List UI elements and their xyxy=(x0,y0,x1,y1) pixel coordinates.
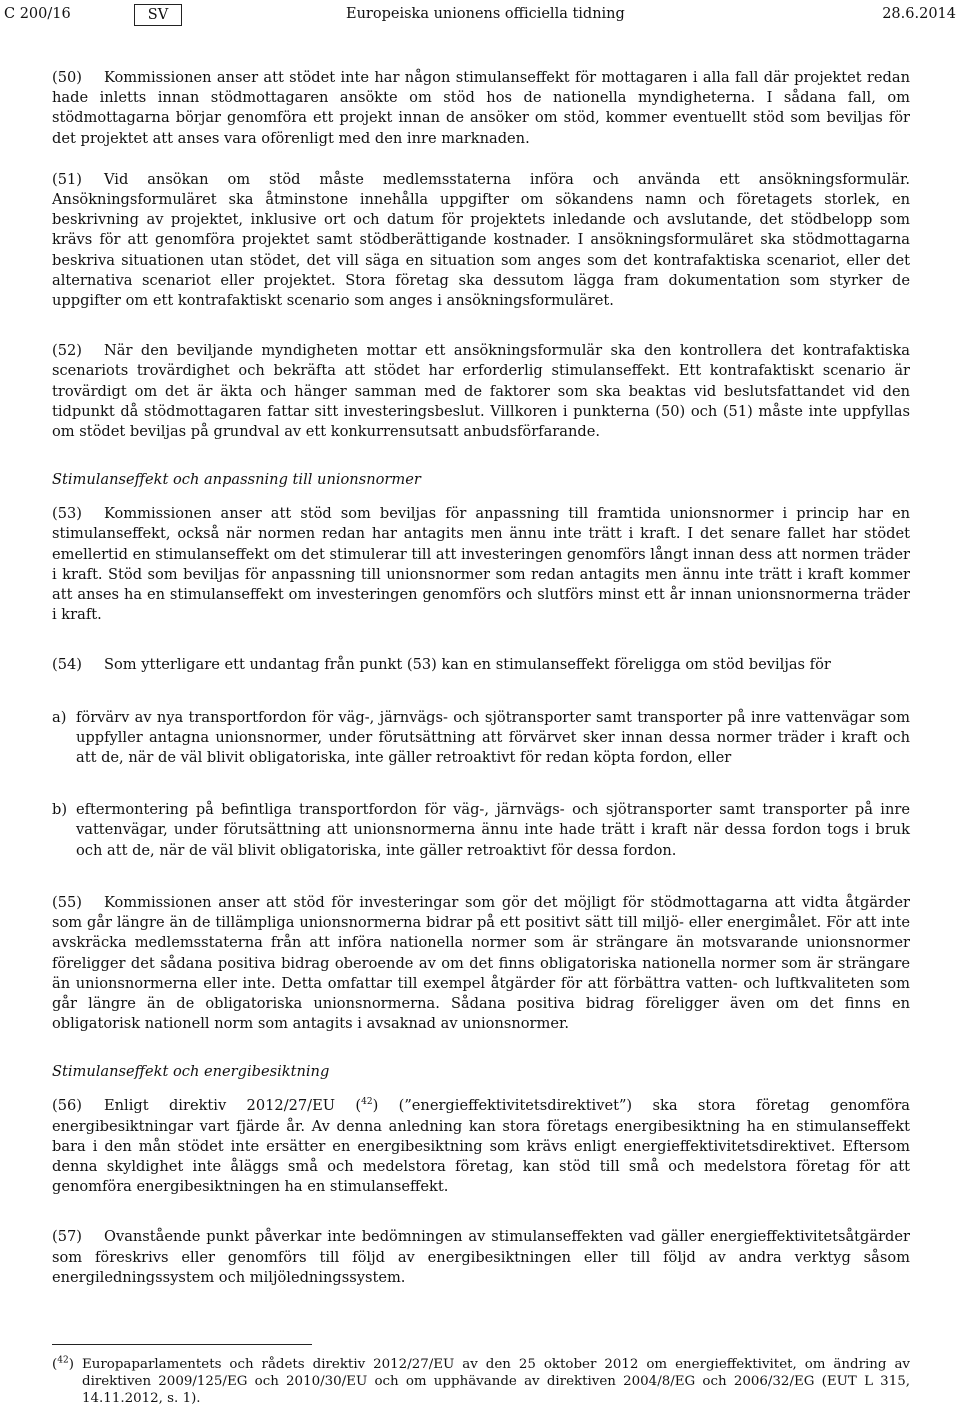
section-heading: Stimulanseffekt och anpassning till unionsnormer xyxy=(52,471,421,489)
footnote-number: 42 xyxy=(57,1355,69,1366)
footnote-text: Europaparlamentets och rådets direktiv 2012/27/EU av den 25 oktober 2012 om energieffektivitet, om ändring av direktiven 2009/125/EG och 2010/30/EU och om upphävande av direktiven 2004/8/EG och 2006/32/EG (EUT L 315, 14.11.2012, s. 1). xyxy=(82,1357,910,1406)
list-item-b xyxy=(52,800,910,861)
journal-reference: C 200/16 xyxy=(4,6,71,22)
publication-date: 28.6.2014 xyxy=(882,6,956,22)
list-item-text: eftermontering på befintliga transportfordon för väg-, järnvägs- och sjötransporter samt transporter på inre vattenvägar, under förutsättning att unionsnormerna ännu inte hade trätt i kraft när dessa fordon togs i bruk och att de, när de väl blivit obligatoriska, inte gäller retroaktivt för dessa fordon. xyxy=(76,801,910,859)
list-item-text: förvärv av nya transportfordon för väg-, järnvägs- och sjötransporter samt transporter på inre vattenvägar som uppfyller antagna unionsnormer, under förutsättning att förvärvet sker innan dessa normer träder i kraft och att de, när de väl blivit obligatoriska, inte gäller retroaktivt för redan köpta fordon, eller xyxy=(76,708,910,767)
paragraph-number: (51) xyxy=(52,170,82,188)
section-heading: Stimulanseffekt och energibesiktning xyxy=(52,1063,330,1081)
paragraph-number: (53) xyxy=(52,505,82,523)
paragraph-number: (52) xyxy=(52,342,82,360)
page-header xyxy=(0,4,960,26)
paragraph-text: ) (”energieffektivitetsdirektivet”) ska stora företag genomföra energibesiktningar vart fjärde år. Av denna anledning kan stora företags energibesiktning ha en stimulanseffekt bara i den mån stödet inte ersätter en energibesiktning som krävs enligt energieffektivitetsdirektivet. Eftersom denna skyldighet inte åläggs små och medelstora företag, kan stöd till små och medelstora företag för att genomföra energibesiktningen ha en stimulanseffekt. xyxy=(52,1097,910,1196)
paragraph-number: (54) xyxy=(52,656,82,674)
paragraph-number: (50) xyxy=(52,69,82,86)
footnote-reference[interactable]: 42 xyxy=(361,1097,373,1108)
paragraph-text: Vid ansökan om stöd måste medlemsstaterna införa och använda ett ansökningsformulär. Ansökningsformuläret ska åtminstone innehålla uppgifter om sökandens namn och företagets storlek, en beskrivning av projektet, inklusive ort och datum för projektets inledande och avslutande, det stödbelopp som krävs för att genomföra projektet samt stödberättigande kostnader. I ansökningsformuläret ska stödmottagarna beskriva situationen utan stödet, det vill säga en situation som anges som det kontrafaktiska scenariot, eller det alternativa scenariot eller projektet. Stora företag ska dessutom lägga fram dokumentation som styrker de uppgifter om ett kontrafaktiskt scenario som anges i ansökningsformuläret. xyxy=(52,170,910,310)
paragraph-number: (57) xyxy=(52,1228,82,1246)
paragraph-text: När den beviljande myndigheten mottar ett ansökningsformulär ska den kontrollera det kontrafaktiska scenariots trovärdighet och bekräfta att stödet har erforderlig stimulanseffekt. Ett kontrafaktiskt scenario är trovärdigt om det är äkta och hänger samman med de faktorer som ska beaktas vid beslutsfattandet vid den tidpunkt då stödmottagaren fattar sitt investeringsbeslut. Villkoren i punkterna (50) och (51) måste inte uppfyllas om stödet beviljas på grundval av ett konkurrensutsatt anbudsförfarande. xyxy=(52,342,910,441)
list-item-label: a) xyxy=(52,708,67,726)
list-item-a xyxy=(52,708,910,769)
footnote xyxy=(52,1356,910,1407)
document-body xyxy=(52,68,910,1309)
paragraph-57 xyxy=(52,1227,910,1288)
paragraph-54 xyxy=(52,655,910,675)
footnote-divider xyxy=(52,1344,312,1345)
paragraph-text: Ovanstående punkt påverkar inte bedömningen av stimulanseffekten vad gäller energieffektivitetsåtgärder som föreskrivs eller genomförs till följd av energibesiktningen eller till följd av andra verktyg såsom energiledningssystem och miljöledningssystem. xyxy=(52,1228,910,1286)
paragraph-51 xyxy=(52,170,910,311)
paragraph-53 xyxy=(52,504,910,625)
list-item-label: b) xyxy=(52,801,68,819)
paragraph-text: Som ytterligare ett undantag från punkt (53) kan en stimulanseffekt föreligga om stöd beviljas för xyxy=(104,656,831,674)
paragraph-text: Kommissionen anser att stödet inte har någon stimulanseffekt för mottagaren i alla fall där projektet redan hade inletts innan stödmottagaren ansökte om stöd hos de nationella myndigheterna. I sådana fall, om stödmottagarna börjar genomföra ett projekt innan de ansöker om stöd, kommer eventuellt stöd som beviljas för det projektet att anses vara oförenligt med den inre marknaden. xyxy=(52,69,910,147)
paragraph-number: (56) xyxy=(52,1097,82,1115)
paragraph-number: (55) xyxy=(52,893,82,911)
language-badge: SV xyxy=(134,4,182,26)
journal-title: Europeiska unionens officiella tidning xyxy=(346,6,625,22)
paragraph-text: Enligt direktiv 2012/27/EU ( xyxy=(104,1097,362,1115)
paragraph-52 xyxy=(52,341,910,442)
paragraph-text: Kommissionen anser att stöd som beviljas för anpassning till framtida unionsnormer i princip har en stimulanseffekt, också när normen redan har antagits men ännu inte trätt i kraft. I det senare fallet har stödet emellertid en stimulanseffekt om det stimulerar till att investeringen genomförs långt innan dess att normen träder i kraft. Stöd som beviljas för anpassning till unionsnormer som redan antagits men ännu inte trätt i kraft kommer att anses ha en stimulanseffekt om investeringen genomförs och slutförs minst ett år innan unionsnormerna träder i kraft. xyxy=(52,505,910,624)
paragraph-55 xyxy=(52,893,910,1034)
footnote-marker: ($^{42}$) xyxy=(52,1355,74,1372)
paragraph-50 xyxy=(52,68,910,149)
paragraph-56 xyxy=(52,1096,910,1197)
paragraph-text: Kommissionen anser att stöd för investeringar som gör det möjligt för stödmottagarna att vidta åtgärder som går längre än de tillämpliga unionsnormerna bidrar på ett positivt sätt till miljö- eller energimålet. För att inte avskräcka medlemsstaterna från att införa nationella normer som är strängare än motsvarande unionsnormer föreligger det sådana positiva bidrag oberoende av om det finns obligatoriska nationella normer som är strängare än unionsnormerna eller inte. Detta omfattar till exempel åtgärder för att förbättra vatten- och luftkvaliteten som går längre än de obligatoriska unionsnormerna. Sådana positiva bidrag föreligger även om det finns en obligatorisk nationell norm som antagits i avsaknad av unionsnormer. xyxy=(52,893,910,1033)
